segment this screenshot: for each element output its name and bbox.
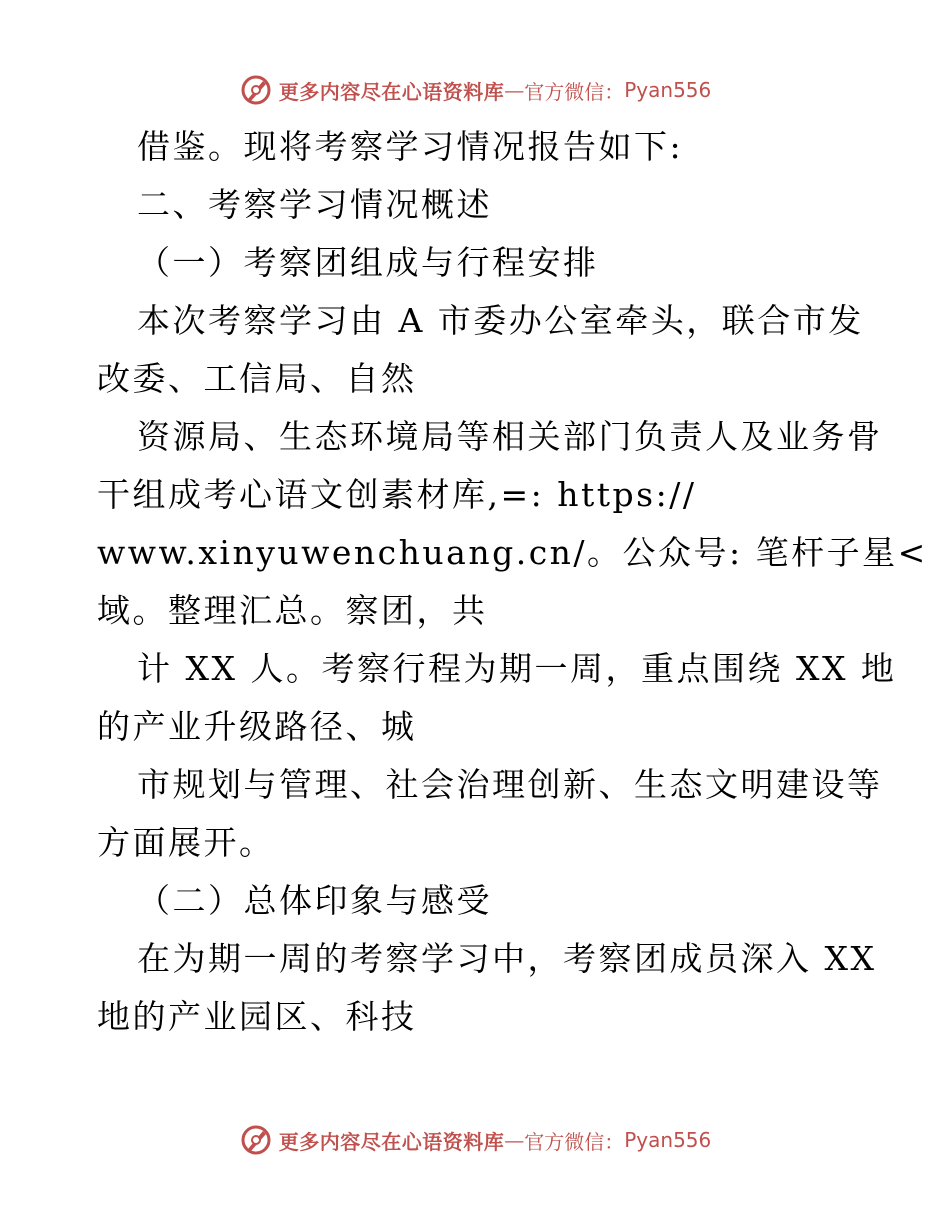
text-line: 的产业升级路径、城 — [97, 707, 417, 746]
banner-label: 官方微信： — [524, 1129, 625, 1154]
text-line: 市规划与管理、社会治理创新、生态文明建设等 — [137, 765, 883, 804]
banner-label: 官方微信： — [524, 79, 625, 104]
text-line: 改委、工信局、自然 — [97, 359, 417, 398]
banner-dash: — — [504, 78, 525, 102]
document-body — [97, 118, 928, 1046]
subsection-heading: （二）总体印象与感受 — [137, 881, 492, 920]
header-watermark-banner — [0, 70, 950, 110]
text-line: 在为期一周的考察学习中，考察团成员深入 XX — [137, 939, 877, 978]
text-line: 计 XX 人。考察行程为期一周，重点围绕 XX 地 — [137, 649, 897, 688]
banner-id: Pyan556 — [624, 78, 712, 102]
text-line: 借鉴。现将考察学习情况报告如下: — [137, 127, 684, 166]
subsection-heading: （一）考察团组成与行程安排 — [137, 243, 599, 282]
banner-text: 更多内容尽在心语资料库 — [278, 79, 505, 104]
section-heading: 二、考察学习情况概述 — [137, 185, 492, 224]
banner-text: 更多内容尽在心语资料库 — [278, 1129, 505, 1154]
banner-id: Pyan556 — [624, 1128, 712, 1152]
quill-seal-icon — [239, 1123, 273, 1157]
text-line: 本次考察学习由 A 市委办公室牵头，联合市发 — [137, 301, 864, 340]
text-line: 资源局、生态环境局等相关部门负责人及业务骨 — [137, 417, 883, 456]
text-line: 干组成考心语文创素材库,=: https:// — [97, 475, 697, 514]
footer-watermark-banner — [0, 1120, 950, 1160]
text-line: 地的产业园区、科技 — [97, 997, 417, 1036]
text-line: 方面展开。 — [97, 823, 275, 862]
banner-dash: — — [504, 1128, 525, 1152]
text-line: 域。整理汇总。察团，共 — [97, 591, 488, 630]
text-line: www.xinyuwenchuang.cn/。公众号: 笔杆子星< — [97, 533, 928, 572]
quill-seal-icon — [239, 73, 273, 107]
